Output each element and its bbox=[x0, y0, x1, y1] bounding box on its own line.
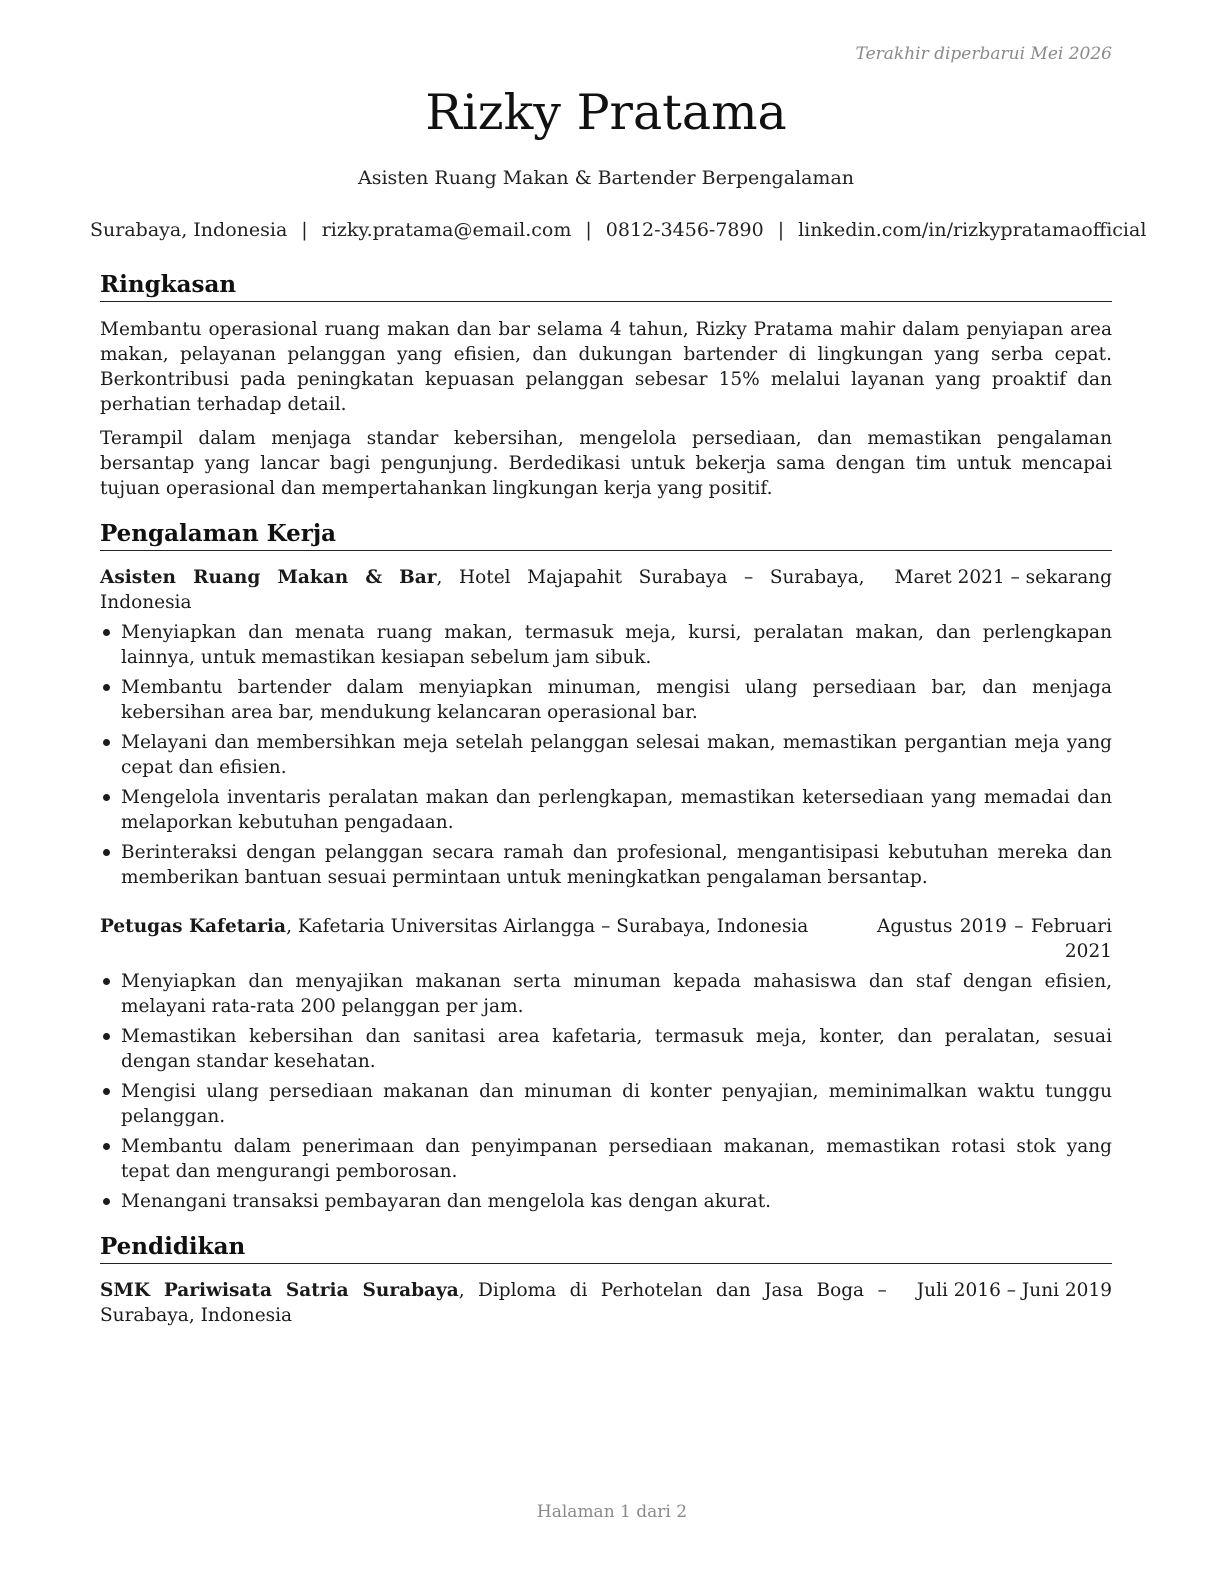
job-bullet-text: Memastikan kebersihan dan sanitasi area kafetaria, termasuk meja, konter, dan peralatan, sesuai dengan standar kesehatan. bbox=[121, 1026, 1112, 1072]
education-entry bbox=[100, 1278, 1112, 1328]
job-dates: Agustus 2019 – Februari 2021 bbox=[877, 916, 1112, 962]
job-bullet-text: Melayani dan membersihkan meja setelah pelanggan selesai makan, memastikan pergantian meja yang cepat dan efisien. bbox=[121, 732, 1112, 778]
job-bullet bbox=[100, 840, 1112, 890]
bullet-icon bbox=[103, 739, 110, 746]
bullet-icon bbox=[103, 794, 110, 801]
job-role: Asisten Ruang Makan & Bar bbox=[100, 567, 437, 588]
job-bullet-text: Mengelola inventaris peralatan makan dan perlengkapan, memastikan ketersediaan yang memadai dan melaporkan kebutuhan pengadaan. bbox=[121, 787, 1112, 833]
job-bullet-list bbox=[100, 620, 1112, 890]
summary-paragraph: Membantu operasional ruang makan dan bar selama 4 tahun, Rizky Pratama mahir dalam penyiapan area makan, pelayanan pelanggan yang efisien, dan dukungan bartender di lingkungan yang serba cepat. Berkontribusi pada peningkatan kepuasan pelanggan sebesar 15% melalui layanan yang proaktif dan perhatian terhadap detail. bbox=[100, 319, 1112, 415]
education-dates: Juli 2016 – Juni 2019 bbox=[916, 1280, 1112, 1301]
job-bullet bbox=[100, 1134, 1112, 1184]
resume-page bbox=[90, 0, 1147, 1584]
job-dates: Maret 2021 – sekarang bbox=[894, 567, 1112, 588]
contact-separator: | bbox=[585, 219, 592, 241]
bullet-icon bbox=[103, 1198, 110, 1205]
job-bullet bbox=[100, 1189, 1112, 1214]
candidate-name: Rizky Pratama bbox=[425, 84, 787, 141]
job-organization: , Kafetaria Universitas Airlangga – Surabaya, Indonesia bbox=[286, 916, 809, 937]
job-bullet-text: Menyiapkan dan menyajikan makanan serta minuman kepada mahasiswa dan staf dengan efisien, melayani rata-rata 200 pelanggan per jam. bbox=[121, 971, 1112, 1017]
job-bullet bbox=[100, 730, 1112, 780]
job-bullet bbox=[100, 620, 1112, 670]
job-organization: , Hotel Majapahit Surabaya – Surabaya, Indonesia bbox=[100, 567, 865, 613]
job-header bbox=[100, 914, 1112, 964]
job-bullet bbox=[100, 1079, 1112, 1129]
job-bullet bbox=[100, 969, 1112, 1019]
bullet-icon bbox=[103, 1088, 110, 1095]
contact-phone[interactable]: 0812-3456-7890 bbox=[605, 219, 764, 241]
education-line bbox=[100, 1278, 917, 1328]
bullet-icon bbox=[103, 1033, 110, 1040]
education-detail: , Diploma di Perhotelan dan Jasa Boga – Surabaya, Indonesia bbox=[100, 1280, 887, 1326]
bullet-icon bbox=[103, 629, 110, 636]
contact-separator: | bbox=[301, 219, 308, 241]
summary-section bbox=[100, 270, 1112, 501]
resume-content bbox=[100, 270, 1112, 1328]
education-school: SMK Pariwisata Satria Surabaya bbox=[100, 1280, 459, 1301]
job-title-line bbox=[100, 914, 877, 939]
job-bullet-text: Menangani transaksi pembayaran dan mengelola kas dengan akurat. bbox=[121, 1191, 772, 1212]
job-bullet-text: Menyiapkan dan menata ruang makan, termasuk meja, kursi, peralatan makan, dan perlengkapan lainnya, untuk memastikan kesiapan sebelum jam sibuk. bbox=[121, 622, 1112, 668]
bullet-icon bbox=[103, 849, 110, 856]
contact-separator: | bbox=[777, 219, 785, 241]
section-title-experience: Pengalaman Kerja bbox=[100, 519, 1112, 551]
contact-location: Surabaya, Indonesia bbox=[90, 219, 288, 241]
job-bullet-text: Membantu bartender dalam menyiapkan minuman, mengisi ulang persediaan bar, dan menjaga kebersihan area bar, mendukung kelancaran operasional bar. bbox=[121, 677, 1112, 723]
job-bullet bbox=[100, 675, 1112, 725]
job-bullet-text: Berinteraksi dengan pelanggan secara ramah dan profesional, mengantisipasi kebutuhan mereka dan memberikan bantuan sesuai permintaan untuk meningkatkan pengalaman bersantap. bbox=[121, 842, 1112, 888]
job-bullet-list bbox=[100, 969, 1112, 1214]
education-header bbox=[100, 1278, 1112, 1328]
contact-email[interactable]: rizky.pratama@email.com bbox=[321, 219, 572, 241]
contact-linkedin[interactable]: linkedin.com/in/rizkypratamaofficial bbox=[798, 219, 1147, 241]
job-header bbox=[100, 565, 1112, 615]
last-updated: Terakhir diperbarui Mei 2026 bbox=[855, 44, 1112, 64]
section-title-education: Pendidikan bbox=[100, 1232, 1112, 1264]
job-bullet-text: Membantu dalam penerimaan dan penyimpanan persediaan makanan, memastikan rotasi stok yang tepat dan mengurangi pemborosan. bbox=[121, 1136, 1112, 1182]
education-section bbox=[100, 1232, 1112, 1328]
summary-body bbox=[100, 317, 1112, 501]
job-bullet bbox=[100, 785, 1112, 835]
bullet-icon bbox=[103, 978, 110, 985]
bullet-icon bbox=[103, 1143, 110, 1150]
page-number: Halaman 1 dari 2 bbox=[536, 1502, 688, 1522]
bullet-icon bbox=[103, 684, 110, 691]
job-bullet bbox=[100, 1024, 1112, 1074]
job-bullet-text: Mengisi ulang persediaan makanan dan minuman di konter penyajian, meminimalkan waktu tunggu pelanggan. bbox=[121, 1081, 1112, 1127]
summary-paragraph: Terampil dalam menjaga standar kebersihan, mengelola persediaan, dan memastikan pengalaman bersantap yang lancar bagi pengunjung. Berdedikasi untuk bekerja sama dengan tim untuk mencapai tujuan operasional dan mempertahankan lingkungan kerja yang positif. bbox=[100, 428, 1112, 499]
job-entry bbox=[100, 565, 1112, 890]
experience-section bbox=[100, 519, 1112, 1214]
contact-line bbox=[90, 219, 1147, 241]
section-title-summary: Ringkasan bbox=[100, 270, 1112, 302]
job-entry bbox=[100, 914, 1112, 1214]
job-title-line bbox=[100, 565, 895, 615]
job-role: Petugas Kafetaria bbox=[100, 916, 287, 937]
candidate-headline: Asisten Ruang Makan & Bartender Berpengalaman bbox=[357, 167, 855, 189]
